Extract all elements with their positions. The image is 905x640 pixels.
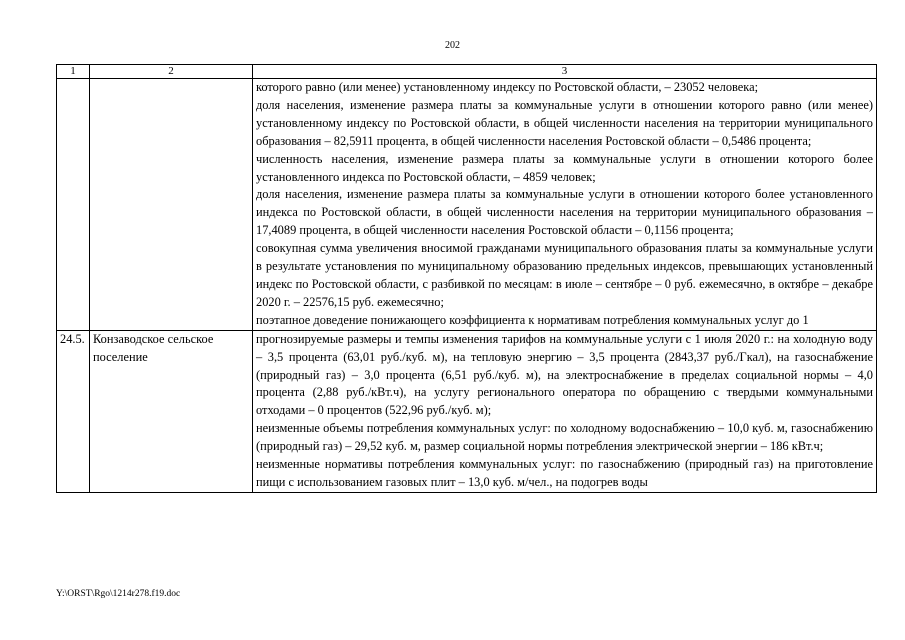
paragraph: численность населения, изменение размера платы за коммунальные услуги в отношении которого более установленного индекса по Ростовской области, – 4859 человек; xyxy=(256,151,873,184)
header-cell-2: 2 xyxy=(90,65,253,79)
paragraph: неизменные нормативы потребления коммунальных услуг: по газоснабжению (природный газ) на приготовление пищи с использованием газовых плит – 13,0 куб. м/чел., на подогрев воды xyxy=(256,457,873,489)
header-cell-1: 1 xyxy=(57,65,90,79)
table-row xyxy=(57,330,877,492)
paragraph: совокупная сумма увеличения вносимой гражданами муниципального образования платы за коммунальные услуги в результате установления по муниципальному образованию предельных индексов, превышающих установленный индекс по Ростовской области, с разбивкой по месяцам: в июле – сентябре – 0 руб. ежемесячно, в октябре – декабре 2020 г. – 22576,15 руб. ежемесячно; xyxy=(256,241,873,309)
row-content-cell xyxy=(253,79,877,331)
table-header-row xyxy=(57,65,877,79)
document-table xyxy=(56,64,877,493)
row-number-cell xyxy=(57,79,90,331)
page-number: 202 xyxy=(445,40,460,51)
row-number-cell: 24.5. xyxy=(57,330,90,492)
row-name-cell: Конзаводское сельское поселение xyxy=(90,330,253,492)
paragraph: неизменные объемы потребления коммунальных услуг: по холодному водоснабжению – 10,0 куб. м, газоснабжению (природный газ) – 29,52 куб. м, размер социальной нормы потребления электрической энергии – 186 кВт.ч; xyxy=(256,421,873,454)
paragraph: доля населения, изменение размера платы за коммунальные услуги в отношении которого более установленного индекса по Ростовской области, в общей численности населения на территории муниципального образования – 17,4089 процента, в общей численности населения Ростовской области – 0,1156 процента; xyxy=(256,187,873,238)
paragraph: прогнозируемые размеры и темпы изменения тарифов на коммунальные услуги с 1 июля 2020 г.: на холодную воду – 3,5 процента (63,01 руб./куб. м), на тепловую энергию – 3,5 процента (2843,37 руб./Гкал), на газоснабжение (природный газ) – 3,0 процента (6,51 руб./куб. м), на электроснабжение в пределах социальной нормы – 4,0 процента (2,88 руб./кВт.ч), на услугу регионального оператора по обращению с твердыми коммунальными отходами – 0 процентов (522,96 руб./куб. м); xyxy=(256,331,873,418)
header-cell-3: 3 xyxy=(253,65,877,79)
table-row xyxy=(57,79,877,331)
row-name-cell xyxy=(90,79,253,331)
footer-file-path: Y:\ORST\Rgo\1214r278.f19.doc xyxy=(56,589,181,599)
paragraph: которого равно (или менее) установленному индексу по Ростовской области, – 23052 человека; xyxy=(256,80,759,94)
row-content-cell xyxy=(253,330,877,492)
paragraph: доля населения, изменение размера платы за коммунальные услуги в отношении которого равно (или менее) установленному индексу по Ростовской области, в общей численности населения на территории муниципального образования – 82,5911 процента, в общей численности населения Ростовской области – 0,5486 процента; xyxy=(256,97,873,148)
paragraph: поэтапное доведение понижающего коэффициента к нормативам потребления коммунальных услуг до 1 xyxy=(256,312,809,327)
